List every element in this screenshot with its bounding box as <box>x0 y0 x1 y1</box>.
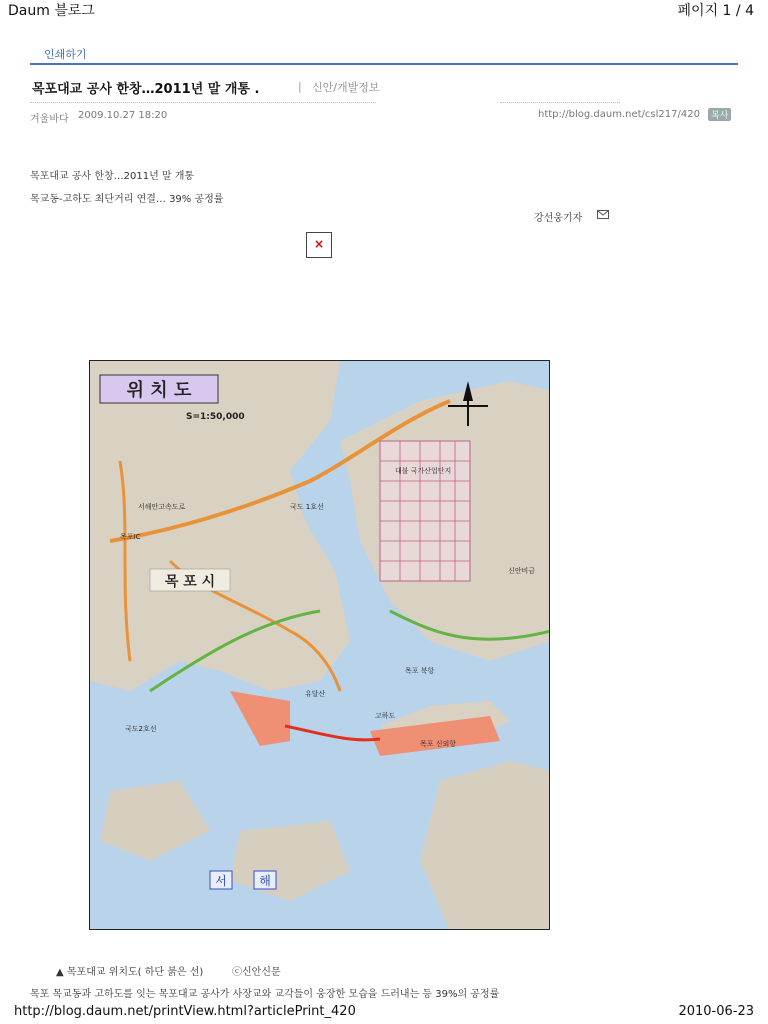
article-body: 목포 목교동과 고하도를 잇는 목포대교 공사가 사장교와 교각들이 웅장한 모습을 드러내는 등 39%의 공정률 <box>30 989 500 1000</box>
map-caption: ▲ 목포대교 위치도( 하단 붉은 선) <box>56 967 204 978</box>
map-scale: S=1:50,000 <box>186 412 245 422</box>
broken-image-glyph: × <box>314 237 325 251</box>
daebul-industrial-grid <box>380 441 470 581</box>
meta-divider-left <box>30 102 376 103</box>
post-title[interactable]: 목포대교 공사 한창…2011년 말 개통 . <box>32 82 260 97</box>
copy-url-button[interactable]: 복사 <box>708 108 731 121</box>
city-label: 목 포 시 <box>164 574 216 590</box>
post-author[interactable]: 겨울바다 <box>30 114 69 125</box>
sea-label-1: 서 <box>215 874 227 888</box>
reporter-name: 강선웅기자 <box>534 213 583 224</box>
meta-divider-right <box>500 102 620 103</box>
location-map <box>89 360 550 930</box>
label-yudalsan: 유달산 <box>305 690 326 698</box>
app-title: Daum 블로그 <box>8 3 95 19</box>
footer-date: 2010-06-23 <box>678 1004 754 1019</box>
label-gohado: 고하도 <box>375 712 396 720</box>
title-separator: | <box>298 80 302 93</box>
label-mokpo-ic: 목포IC <box>120 533 141 541</box>
map-credit: ⓒ신안신문 <box>232 967 281 978</box>
article-headline: 목포대교 공사 한창…2011년 말 개통 <box>30 171 195 182</box>
post-date: 2009.10.27 18:20 <box>78 110 168 121</box>
label-route2: 국도2호선 <box>125 725 157 733</box>
label-sinan: 신안비금 <box>508 567 536 575</box>
print-link[interactable]: 인쇄하기 <box>44 48 87 61</box>
mail-icon[interactable] <box>597 210 609 219</box>
location-map-graphic <box>90 361 550 930</box>
label-seohaean: 서해안고속도로 <box>138 503 186 511</box>
post-url[interactable]: http://blog.daum.net/csl217/420 <box>538 109 700 120</box>
header-divider <box>30 63 738 65</box>
label-mokpo-port: 목포 북항 <box>405 667 435 675</box>
label-daebul: 대불 국가산업단지 <box>395 467 452 475</box>
broken-image-icon <box>306 232 332 258</box>
label-new-port: 목포 신외항 <box>420 740 457 748</box>
page-indicator: 페이지 1 / 4 <box>677 3 754 19</box>
footer-url: http://blog.daum.net/printView.html?articlePrint_420 <box>14 1004 356 1019</box>
southeast-island <box>420 761 550 930</box>
map-title: 위 치 도 <box>126 380 192 401</box>
post-category[interactable]: 신안/개발정보 <box>312 81 380 94</box>
article-subhead: 목교동-고하도 최단거리 연결… 39% 공정률 <box>30 194 224 205</box>
label-route1: 국도 1호선 <box>290 503 324 511</box>
sea-label-2: 해 <box>259 874 271 888</box>
